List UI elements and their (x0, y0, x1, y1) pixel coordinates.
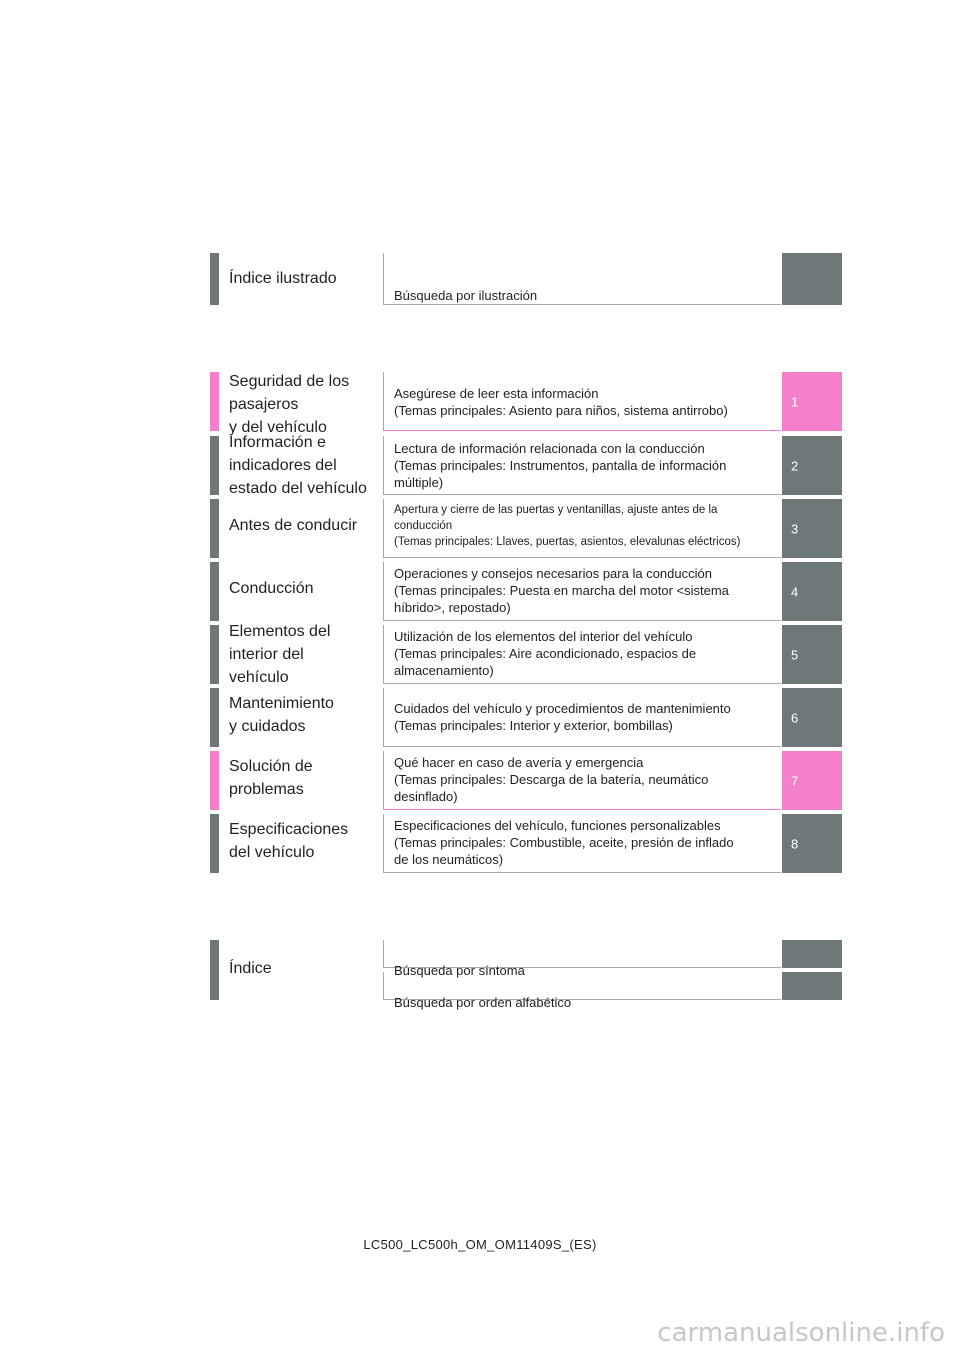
document-code: LC500_LC500h_OM_OM11409S_(ES) (363, 1237, 597, 1252)
chapter-desc: Asegúrese de leer esta información (Temas principales: Asiento para niños, sistema antirrobo) (383, 372, 781, 431)
chapter-title: Antes de conducir (229, 517, 358, 534)
chapter-title: Mantenimiento y cuidados (229, 695, 334, 735)
index-alphabetical-tab[interactable] (782, 972, 842, 1000)
index-symptom-text: Búsqueda por síntoma (394, 963, 525, 978)
chapter-desc: Qué hacer en caso de avería y emergencia (Temas principales: Descarga de la batería, neumático desinflado) (383, 751, 781, 810)
index-symptom-tab[interactable] (782, 940, 842, 968)
chapter-desc: Lectura de información relacionada con la conducción (Temas principales: Instrumentos, pantalla de información múltiple) (383, 436, 781, 495)
section-bar (210, 372, 219, 431)
chapter-title: Conducción (229, 580, 314, 597)
chapter-row-1[interactable] (210, 372, 842, 436)
chapter-tab[interactable] (782, 436, 842, 495)
chapter-tab[interactable] (782, 688, 842, 747)
index-symptom-desc (383, 940, 781, 978)
chapter-desc: Operaciones y consejos necesarios para la conducción (Temas principales: Puesta en marcha del motor <sistema híbrido>, repostado) (383, 562, 781, 621)
chapter-row-8[interactable] (210, 814, 842, 873)
chapter-tab[interactable] (782, 372, 842, 431)
index-illustrated-desc (383, 253, 781, 305)
index-alphabetical-row[interactable] (210, 972, 842, 1010)
chapter-row-7[interactable] (210, 751, 842, 810)
index-title: Índice (229, 960, 272, 977)
chapter-row-4[interactable] (210, 562, 842, 621)
chapter-title: Solución de problemas (229, 758, 313, 798)
section-bar (210, 562, 219, 621)
chapter-number: 3 (791, 521, 799, 536)
chapter-title: Especificaciones del vehículo (229, 821, 349, 861)
chapter-number: 4 (791, 584, 799, 599)
section-bar (210, 253, 219, 305)
index-illustrated-row[interactable] (210, 253, 842, 305)
section-bar (210, 436, 219, 495)
chapter-tab[interactable] (782, 499, 842, 558)
index-illustrated-desc-text: Búsqueda por ilustración (394, 288, 538, 303)
chapter-row-5[interactable] (210, 625, 842, 684)
section-bar (210, 751, 219, 810)
index-illustrated-title: Índice ilustrado (229, 270, 337, 287)
watermark: carmanualsonline.info (657, 1318, 945, 1348)
chapter-desc: Apertura y cierre de las puertas y ventanillas, ajuste antes de la conducción (Temas principales: Llaves, puertas, asientos, elevalunas eléctricos) (383, 499, 781, 558)
chapter-tab[interactable] (782, 562, 842, 621)
chapter-desc: Especificaciones del vehículo, funciones personalizables (Temas principales: Combustible, aceite, presión de inflado de los neumáticos) (383, 814, 781, 873)
chapter-title: Elementos del interior del vehículo (229, 623, 331, 686)
chapter-tab[interactable] (782, 751, 842, 810)
section-bar (210, 625, 219, 684)
chapter-title: Seguridad de los pasajeros y del vehículo (229, 373, 350, 436)
section-bar (210, 499, 219, 558)
chapter-row-6[interactable] (210, 688, 842, 747)
chapter-number: 1 (791, 394, 799, 409)
chapter-row-2[interactable] (210, 436, 842, 495)
chapter-tab[interactable] (782, 625, 842, 684)
chapter-title: Información e indicadores del estado del vehículo (229, 434, 367, 497)
chapter-number: 6 (791, 710, 799, 725)
section-bar (210, 814, 219, 873)
chapter-number: 5 (791, 647, 799, 662)
chapter-row-3[interactable] (210, 499, 842, 558)
chapter-desc: Utilización de los elementos del interior del vehículo (Temas principales: Aire acondicionado, espacios de almacenamiento) (383, 625, 781, 684)
chapter-number: 2 (791, 458, 799, 473)
chapter-tab[interactable] (782, 814, 842, 873)
section-bar (210, 688, 219, 747)
index-alphabetical-desc (383, 972, 781, 1010)
chapter-desc: Cuidados del vehículo y procedimientos de mantenimiento (Temas principales: Interior y exterior, bombillas) (383, 688, 781, 747)
index-alphabetical-text: Búsqueda por orden alfabético (394, 995, 572, 1010)
chapter-number: 8 (791, 836, 799, 851)
index-illustrated-tab[interactable] (782, 253, 842, 305)
chapter-number: 7 (791, 773, 799, 788)
